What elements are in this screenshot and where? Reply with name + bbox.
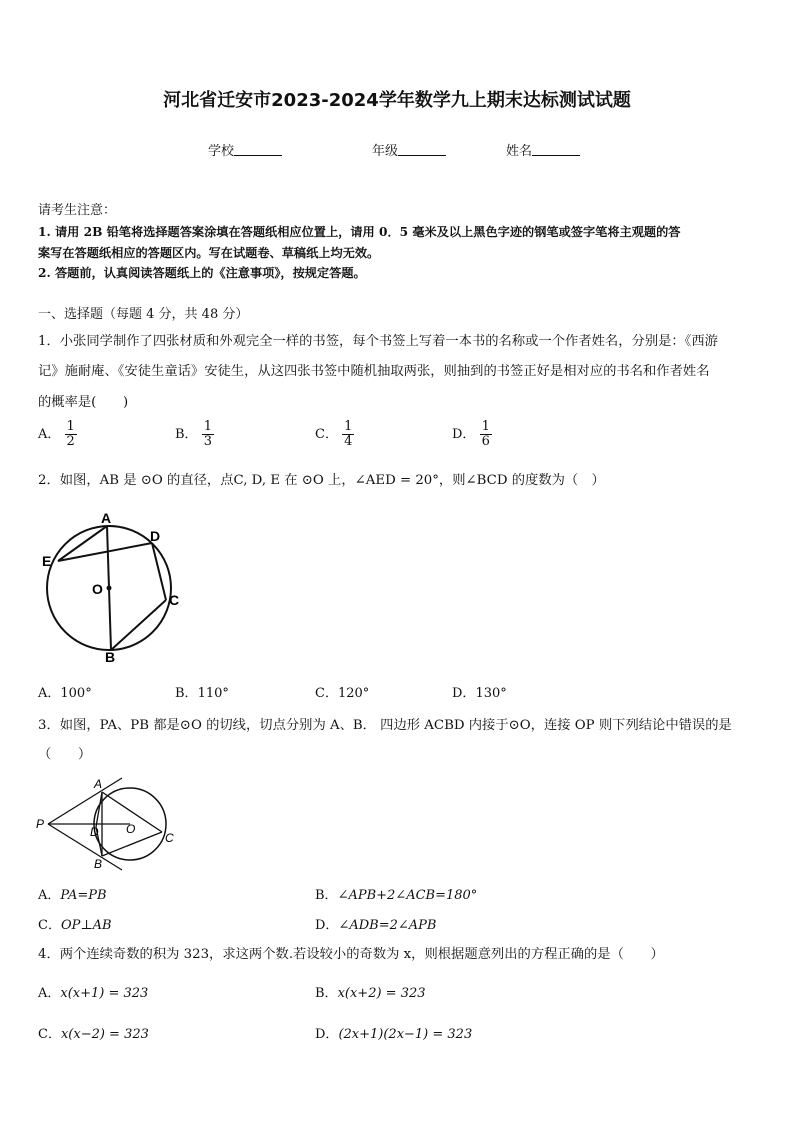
- label-b: B: [94, 857, 103, 871]
- q4-option-c[interactable]: C．x(x−2) = 323: [38, 1027, 149, 1042]
- page-title: 河北省迁安市2023-2024学年数学九上期末达标测试试题: [163, 90, 631, 111]
- name-blank[interactable]: [532, 144, 580, 156]
- grade-field[interactable]: [372, 140, 446, 159]
- q4-option-d[interactable]: D．(2x+1)(2x−1) = 323: [315, 1027, 473, 1042]
- label-o: O: [92, 581, 103, 597]
- name-field[interactable]: [506, 140, 580, 159]
- grade-label: 年级: [372, 144, 399, 159]
- q4-option-a[interactable]: A．x(x+1) = 323: [38, 986, 149, 1001]
- center-point: [107, 586, 112, 591]
- q3-option-a[interactable]: A．PA=PB: [38, 888, 107, 903]
- label-c: C: [169, 592, 180, 608]
- q3-tangent-figure: [34, 772, 184, 872]
- q3-option-b[interactable]: B．∠APB+2∠ACB=180°: [315, 888, 478, 903]
- q2-option-b[interactable]: B．110°: [175, 686, 229, 701]
- q1-line-1: 1．小张同学制作了四张材质和外观完全一样的书签，每个书签上写着一本书的名称或一个作者姓名，分别是：《西游: [38, 334, 718, 349]
- q1-option-a[interactable]: A． $\frac{1}{2}$: [38, 419, 75, 449]
- q1-option-c[interactable]: C． $\frac{1}{4}$: [315, 419, 353, 449]
- fraction: $\frac{1}{3}$: [203, 419, 212, 449]
- label-d: D: [150, 528, 161, 544]
- q2-text: 2．如图，AB 是 ⊙O 的直径，点C, D, E 在 ⊙O 上，∠AED = 20°，则∠BCD 的度数为（ ）: [38, 473, 605, 488]
- q2-option-d[interactable]: D．130°: [452, 686, 507, 701]
- q3-line-2: （ ）: [38, 747, 92, 762]
- fraction: $\frac{1}{2}$: [66, 419, 75, 449]
- fraction: $\frac{1}{6}$: [481, 419, 490, 449]
- q4-text: 4．两个连续奇数的积为 323，求这两个数.若设较小的奇数为 x，则根据题意列出的方程正确的是（ ）: [38, 947, 664, 962]
- label-d: D: [90, 825, 99, 839]
- q3-option-c[interactable]: C．OP⊥AB: [38, 918, 112, 933]
- q3-line-1: 3．如图，PA、PB 都是⊙O 的切线，切点分别为 A、B． 四边形 ACBD 内接于⊙O，连接 OP 则下列结论中错误的是: [38, 718, 732, 733]
- school-blank[interactable]: [234, 144, 282, 156]
- school-label: 学校: [208, 144, 235, 159]
- section-heading: 一、选择题（每题 4 分，共 48 分）: [38, 307, 249, 322]
- q2-option-a[interactable]: A．100°: [38, 686, 92, 701]
- label-p: P: [36, 817, 45, 831]
- label-a: A: [94, 777, 103, 791]
- notice-line-1: 1. 请用 2B 铅笔将选择题答案涂填在答题纸相应位置上，请用 0．5 毫米及以上黑色字迹的钢笔或签字笔将主观题的答: [38, 225, 681, 239]
- name-label: 姓名: [506, 144, 533, 159]
- notice-heading: 请考生注意：: [38, 203, 117, 218]
- label-a: A: [101, 510, 112, 526]
- label-c: C: [165, 831, 174, 845]
- q1-line-3: 的概率是( ): [38, 395, 129, 410]
- grade-blank[interactable]: [398, 144, 446, 156]
- label-o: O: [126, 822, 136, 836]
- tangent-pb: [48, 824, 122, 870]
- label-b: B: [105, 649, 116, 665]
- q4-option-b[interactable]: B．x(x+2) = 323: [315, 986, 426, 1001]
- fraction: $\frac{1}{4}$: [344, 419, 353, 449]
- tangent-pa: [48, 778, 122, 824]
- q2-option-c[interactable]: C．120°: [315, 686, 370, 701]
- q1-option-b[interactable]: B． $\frac{1}{3}$: [175, 419, 212, 449]
- school-field[interactable]: [208, 140, 282, 159]
- q3-option-d[interactable]: D．∠ADB=2∠APB: [315, 918, 437, 933]
- notice-line-3: 2. 答题前，认真阅读答题纸上的《注意事项》，按规定答题。: [38, 266, 366, 280]
- label-e: E: [42, 553, 52, 569]
- q1-option-d[interactable]: D． $\frac{1}{6}$: [452, 419, 490, 449]
- q1-line-2: 记》施耐庵、《安徒生童话》安徒生，从这四张书签中随机抽取两张，则抽到的书签正好是相对应的书名和作者姓名: [38, 364, 710, 379]
- q2-circle-figure: [36, 508, 196, 666]
- notice-line-2: 案写在答题纸相应的答题区内。写在试题卷、草稿纸上均无效。: [38, 246, 380, 260]
